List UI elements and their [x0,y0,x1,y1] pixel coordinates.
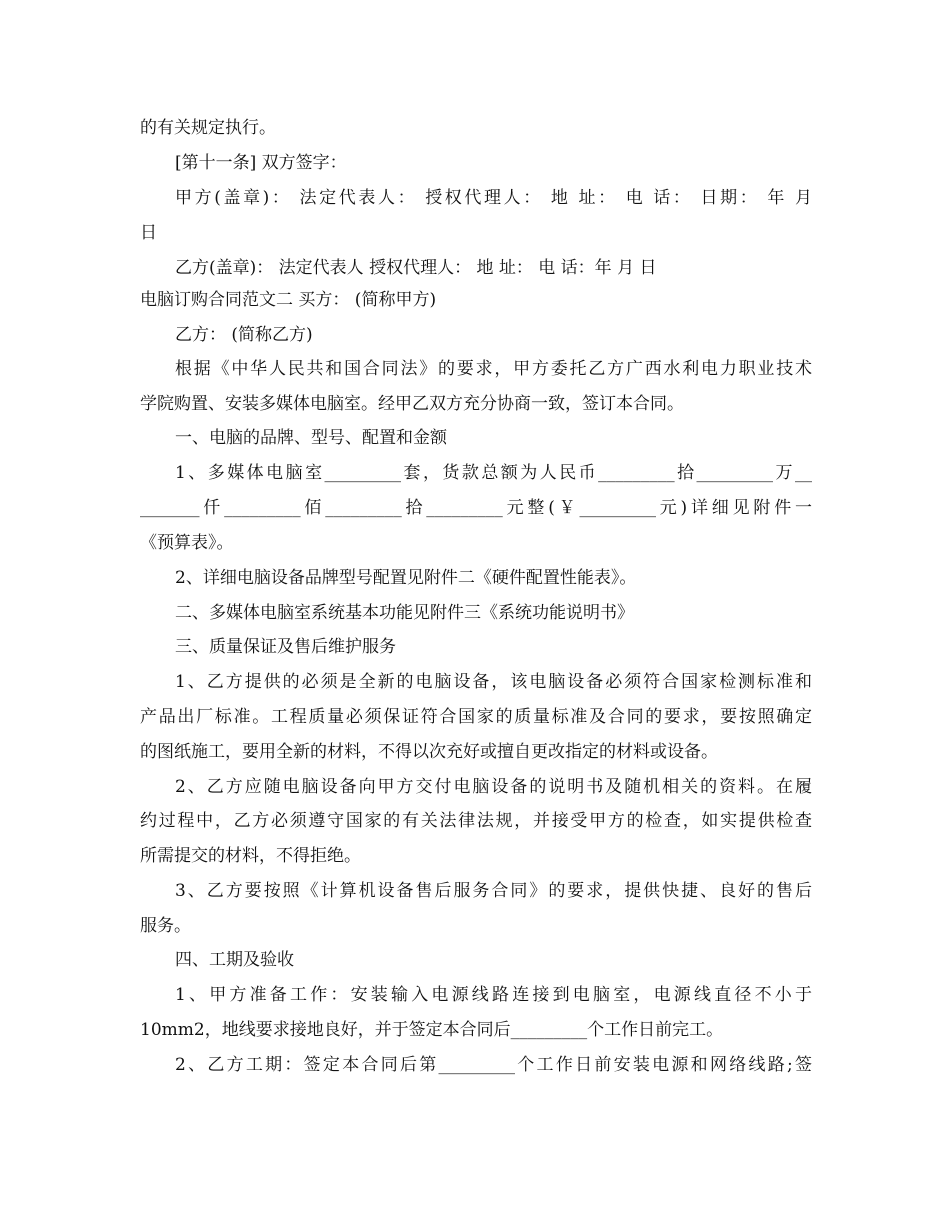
text-line: 所需提交的材料，不得拒绝。 [140,846,361,866]
text-line: 产品出厂标准。工程质量必须保证符合国家的质量标准及合同的要求，要按照确定 [140,707,812,727]
text-line: 约过程中，乙方必须遵守国家的有关法律法规，并接受甲方的检查，如实提供检查 [140,811,812,831]
text-line: 的有关规定执行。 [140,118,276,138]
text-line: [第十一条] 双方签字： [175,153,347,173]
section-heading: 一、电脑的品牌、型号、配置和金额 [175,428,447,448]
text-line: 10mm2，地线要求接地良好，并于签定本合同后_________个工作日前完工。 [140,1020,724,1040]
text-line: 乙方： (简称乙方) [175,325,313,345]
text-line: 1、多媒体电脑室_________套，货款总额为人民币_________拾_________万__ [175,463,812,483]
text-line: 的图纸施工，要用全新的材料，不得以次充好或擅自更改指定的材料或设备。 [140,742,718,762]
text-line: 学院购置、安装多媒体电脑室。经甲乙双方充分协商一致，签订本合同。 [140,394,684,414]
text-line: 2、乙方应随电脑设备向甲方交付电脑设备的说明书及随机相关的资料。在履 [175,777,812,797]
section-heading: 三、质量保证及售后维护服务 [175,637,396,657]
text-line: _______仟_________佰_________拾_________元整(￥_________元)详细见附件一 [140,498,812,518]
text-line: 1、乙方提供的必须是全新的电脑设备，该电脑设备必须符合国家检测标准和 [175,672,812,692]
text-line: 日 [140,223,157,243]
text-line: 服务。 [140,916,191,936]
text-line: 甲方(盖章)： 法定代表人： 授权代理人： 地 址： 电 话： 日期： 年 月 [175,188,812,208]
section-heading: 四、工期及验收 [175,950,294,970]
text-line: 《预算表》。 [140,533,234,553]
section-heading: 二、多媒体电脑室系统基本功能见附件三《系统功能说明书》 [175,603,634,623]
text-line: 1、甲方准备工作：安装输入电源线路连接到电脑室，电源线直径不小于 [175,985,812,1005]
text-line: 2、详细电脑设备品牌型号配置见附件二《硬件配置性能表》。 [175,568,637,588]
text-line: 乙方(盖章)： 法定代表人 授权代理人： 地 址： 电 话：年 月 日 [175,258,657,278]
text-line: 3、乙方要按照《计算机设备售后服务合同》的要求，提供快捷、良好的售后 [175,881,812,901]
text-line: 根据《中华人民共和国合同法》的要求，甲方委托乙方广西水利电力职业技术 [175,359,812,379]
text-line: 2、乙方工期：签定本合同后第_________个工作日前安装电源和网络线路;签 [175,1055,812,1075]
text-line: 电脑订购合同范文二 买方： (简称甲方) [140,290,437,310]
